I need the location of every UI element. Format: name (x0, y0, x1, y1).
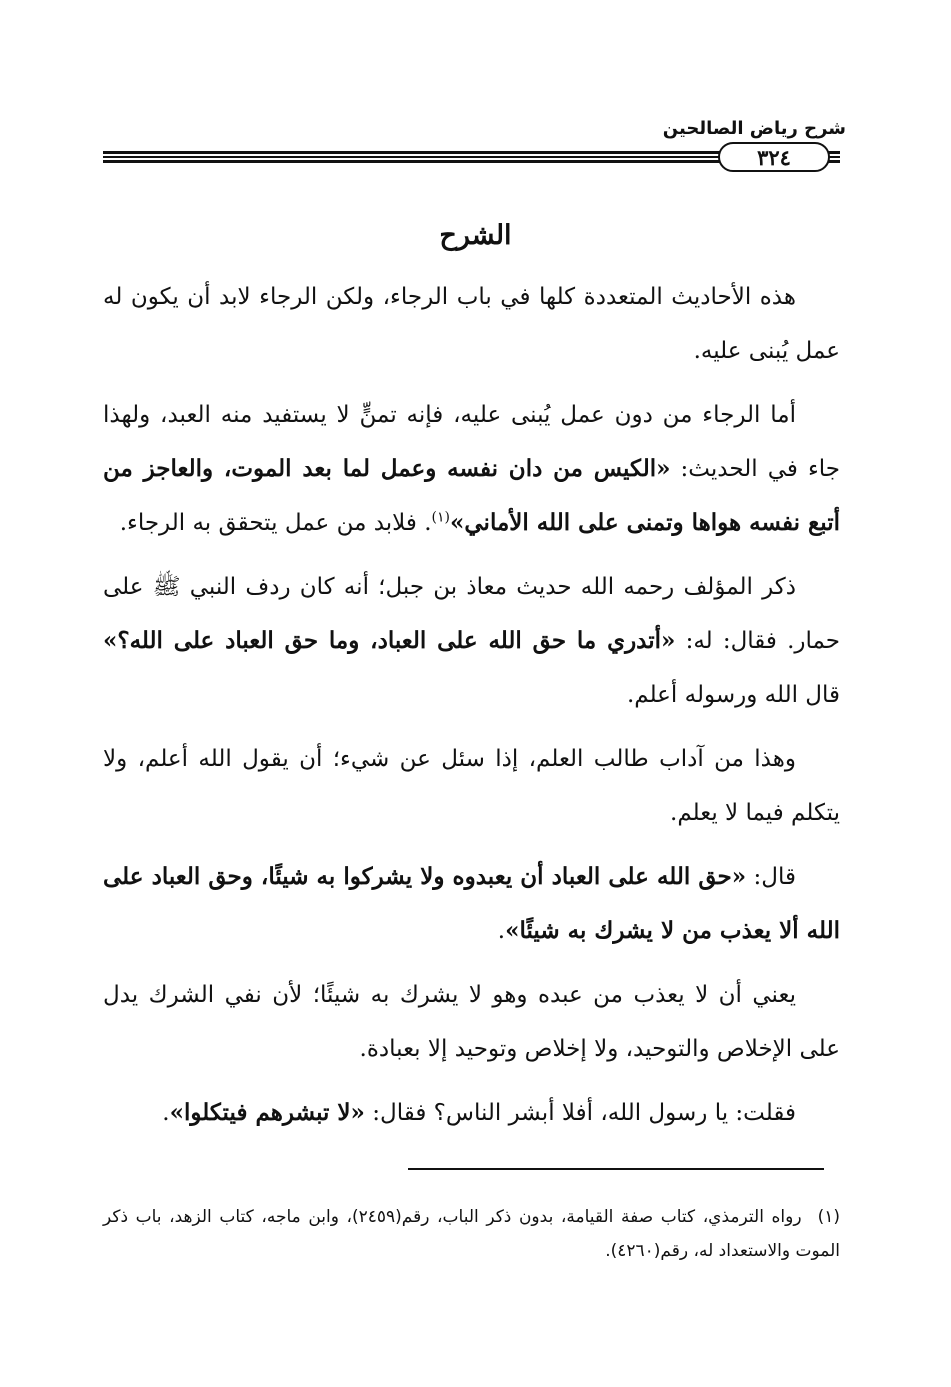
paragraph (103, 1086, 840, 1140)
page-number: ٣٢٤ (718, 142, 830, 172)
paragraph-text: هذه الأحاديث المتعددة كلها في باب الرجاء، ولكن الرجاء لابد أن يكون له عمل يُبنى عليه. (103, 284, 840, 364)
footnote-marker: (١) (817, 1207, 840, 1227)
footnote-reference: (١) (431, 509, 450, 526)
paragraph-text: . فلابد من عمل يتحقق به الرجاء. (119, 510, 432, 536)
footnote (103, 1200, 840, 1268)
hadith-quote: «أتدري ما حق الله على العباد، وما حق العباد على الله؟» (103, 627, 676, 654)
paragraph-text: قال الله ورسوله أعلم. (626, 682, 840, 708)
paragraph-text: أما الرجاء من دون عمل يُبنى عليه، فإنه تمنٍّ لا يستفيد منه العبد، ولهذا جاء في الحديث: (103, 402, 840, 482)
paragraph-text: قال: (746, 864, 796, 890)
paragraph-text: . (497, 918, 506, 944)
section-heading: الشرح (439, 220, 512, 251)
paragraph-text: وهذا من آداب طالب العلم، إذا سئل عن شيء؛ أن يقول الله أعلم، ولا يتكلم فيما لا يعلم. (103, 746, 840, 826)
body-text (103, 270, 840, 1150)
footnote-separator (408, 1168, 824, 1170)
hadith-quote: «الكيس من دان نفسه وعمل لما بعد الموت، والعاجز من أتبع نفسه هواها وتمنى على الله الأماني» (103, 455, 840, 536)
paragraph (103, 850, 840, 958)
header-rule (103, 142, 840, 172)
hadith-quote: «حق الله على العباد أن يعبدوه ولا يشركوا به شيئًا، وحق العباد على الله ألا يعذب من لا يشرك به شيئًا» (103, 863, 840, 944)
paragraph (103, 732, 840, 840)
paragraph-text: فقلت: يا رسول الله، أفلا أبشر الناس؟ فقال: (364, 1100, 796, 1126)
paragraph-text: . (162, 1100, 170, 1126)
running-title: شرح رياض الصالحين (662, 118, 846, 139)
hadith-quote: «لا تبشرهم فيتكلوا» (169, 1099, 365, 1126)
paragraph-text: ذكر المؤلف رحمه الله حديث معاذ بن جبل؛ أنه كان ردف النبي ﷺ على حمار. فقال: له: (103, 574, 841, 654)
paragraph (103, 560, 840, 722)
footnote-text: رواه الترمذي، كتاب صفة القيامة، بدون ذكر الباب، رقم(٢٤٥٩)، وابن ماجه، كتاب الزهد، باب ذكر الموت والاستعداد له، رقم(٤٢٦٠). (103, 1207, 840, 1261)
paragraph (103, 270, 840, 378)
paragraph-text: يعني أن لا يعذب من عبده وهو لا يشرك به شيئًا؛ لأن نفي الشرك يدل على الإخلاص والتوحيد، ولا إخلاص وتوحيد إلا بعبادة. (103, 982, 840, 1062)
paragraph (103, 388, 840, 550)
paragraph (103, 968, 840, 1076)
